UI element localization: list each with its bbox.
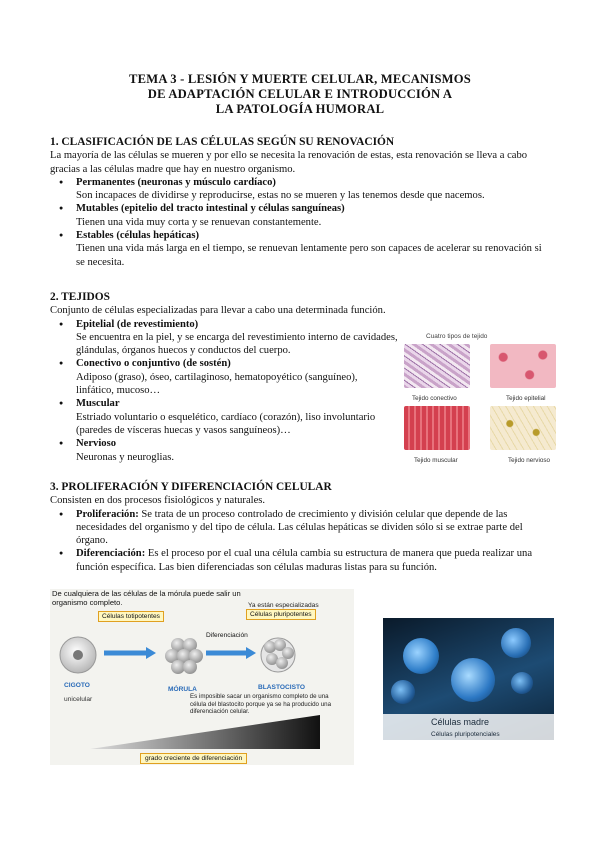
list-item	[50, 229, 550, 269]
blastocyst-note: Es imposible sacar un organismo completo de una célula del blastocito porque ya se ha producido una diferenciación celular.	[190, 693, 332, 715]
item-label: Permanentes (neuronas y músculo cardíaco)	[76, 176, 276, 188]
item-label: Muscular	[76, 398, 120, 410]
gradient-ramp	[90, 715, 320, 749]
connective-tissue-image	[404, 344, 470, 388]
section-2-heading: 2. TEJIDOS	[50, 291, 110, 303]
title-line-2: DE ADAPTACIÓN CELULAR E INTRODUCCIÓN A	[147, 87, 453, 101]
diagram-top-text: De cualquiera de las células de la mórula puede salir un organismo completo.	[52, 589, 241, 607]
cell-shape	[451, 658, 495, 702]
item-text: Se encuentra en la piel, y se encarga del revestimiento interno de cavidades, glándulas, órganos huecos y conductos del cuerpo.	[76, 331, 398, 357]
item-text: Tienen una vida más larga en el tiempo, se renuevan lentamente pero son capaces de acelerar su renovación si se necesita.	[76, 243, 542, 268]
section-1-heading: 1. CLASIFICACIÓN DE LAS CÉLULAS SEGÚN SU RENOVACIÓN	[50, 136, 395, 148]
epithelial-tissue-image	[490, 344, 556, 388]
zygote-label: CIGOTO	[64, 682, 90, 689]
morula-label: MÓRULA	[168, 686, 197, 693]
nervous-tissue-image	[490, 406, 556, 450]
item-label: Epitelial (de revestimiento)	[76, 318, 199, 330]
item-label: Conectivo o conjuntivo (de sostén)	[76, 358, 231, 370]
item-text: Se trata de un proceso controlado de crecimiento y división celular que depende de las necesidades del organismo y del tipo de célula. Las células hepáticas se dividen sólo si se extrae parte del órgano.	[76, 508, 523, 547]
item-text: Tienen una vida muy corta y se renuevan constantemente.	[76, 216, 322, 228]
diagram-drawing	[50, 589, 354, 765]
item-label: Estables (células hepáticas)	[76, 230, 200, 242]
specialized-text: Ya están especializadas	[248, 602, 319, 609]
section-1-list	[50, 176, 550, 269]
list-item	[50, 202, 550, 229]
item-label: Nervioso	[76, 438, 117, 450]
differentiation-grade-label: grado creciente de diferenciación	[140, 753, 247, 764]
item-label: Diferenciación:	[76, 548, 146, 560]
section-1-intro: La mayoría de las células se mueren y por ello se necesita la renovación de estas, esta renovación se lleva a cabo gracias a las células madre que hay en nuestro organismo.	[50, 150, 528, 175]
differentiation-diagram	[50, 589, 354, 765]
item-label: Proliferación:	[76, 508, 139, 520]
section-2-intro: Conjunto de células especializadas para llevar a cabo una determinada función.	[50, 305, 386, 317]
list-item	[50, 437, 398, 464]
item-text: Adiposo (graso), óseo, cartilaginoso, hematopoyético (sanguíneo), linfático, mucoso…	[76, 371, 358, 397]
arrow-2-head	[246, 647, 256, 659]
unicellular-label: unicelular	[64, 696, 93, 703]
figure-caption: Cuatro tipos de tejido	[426, 333, 488, 340]
list-item	[50, 357, 398, 397]
document-title	[60, 72, 540, 117]
photo-caption	[383, 714, 554, 740]
photo-title: Células madre	[431, 717, 490, 727]
cell-shape	[511, 672, 533, 694]
section-3-heading: 3. PROLIFERACIÓN Y DIFERENCIACIÓN CELULAR	[50, 481, 332, 493]
cell-shape	[501, 628, 531, 658]
section-3	[50, 481, 550, 574]
label-nervous: Tejido nervioso	[508, 457, 551, 464]
item-text: Neuronas y neuroglias.	[76, 451, 174, 463]
item-text: Son incapaces de dividirse y reproducirse, estas no se mueren y las tenemos desde que nacemos.	[76, 190, 485, 202]
list-item	[50, 547, 550, 574]
item-text: Estriado voluntario o esquelético, cardíaco (corazón), liso involuntario (paredes de vísceras huecas y vasos sanguíneos)…	[76, 411, 376, 436]
item-text: Es el proceso por el cual una célula cambia su estructura de manera que pueda realizar una función específica. Las bien diferenciadas son células maduras listas para su función.	[76, 548, 533, 573]
section-2-list	[50, 318, 398, 464]
label-epithelial: Tejido epitelial	[506, 395, 546, 402]
muscle-tissue-image	[404, 406, 470, 450]
label-muscular: Tejido muscular	[414, 457, 458, 464]
cell-shape	[391, 680, 415, 704]
morula-shape	[165, 638, 203, 674]
label-connective: Tejido conectivo	[412, 395, 457, 402]
list-item	[50, 397, 398, 437]
tissue-types-figure	[400, 330, 560, 464]
arrow-1-head	[146, 647, 156, 659]
photo-subtitle: Células pluripotenciales	[431, 731, 500, 738]
cell-shape	[403, 638, 439, 674]
list-item	[50, 318, 398, 358]
section-3-intro: Consisten en dos procesos fisiológicos y naturales.	[50, 495, 266, 507]
tag-pluripotent: Células pluripotentes	[246, 609, 316, 620]
list-item	[50, 508, 550, 548]
differentiation-label: Diferenciación	[206, 632, 248, 639]
blastocyst-shape	[261, 638, 295, 672]
title-line-3: LA PATOLOGÍA HUMORAL	[215, 102, 385, 116]
title-line-1: TEMA 3 - LESIÓN Y MUERTE CELULAR, MECANISMOS	[129, 72, 471, 86]
stem-cells-photo	[383, 618, 554, 740]
zygote-nucleus	[73, 650, 83, 660]
section-1	[50, 136, 550, 269]
tag-totipotent: Células totipotentes	[98, 611, 164, 622]
section-3-list	[50, 508, 550, 574]
blastocyst-label: BLASTOCISTO	[258, 684, 306, 691]
item-label: Mutables (epitelio del tracto intestinal y células sanguíneas)	[76, 203, 345, 215]
list-item	[50, 176, 550, 203]
